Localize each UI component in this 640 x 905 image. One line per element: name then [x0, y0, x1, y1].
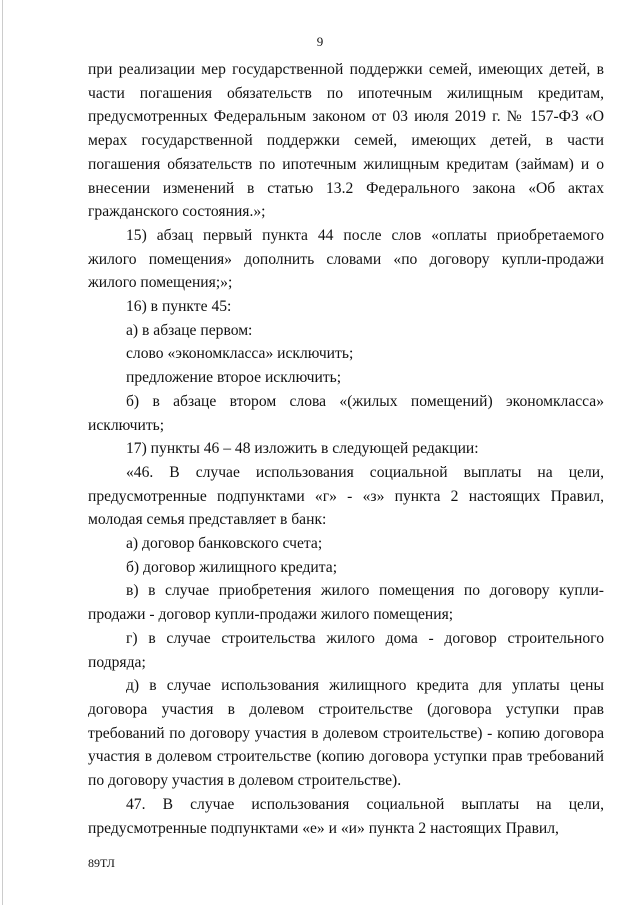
paragraph-subitem-a: а) в абзаце первом:: [126, 321, 253, 339]
paragraph-46-v: в) в случае приобретения жилого помещения по договору купли-продажи - договор купли-продажи жилого помещения;: [88, 582, 604, 624]
paragraph-subitem-b: б) в абзаце втором слова «(жилых помещений) экономкласса» исключить;: [88, 392, 604, 434]
paragraph-46-d: д) в случае использования жилищного кредита для уплаты цены договора участия в долевом строительстве (договора уступки прав требований по договору участия в долевом строительстве) - копию договора участия в долевом строительстве (копию договора уступки прав требований по договору участия в долевом строительстве).: [88, 677, 604, 790]
paragraph-46-b: б) договор жилищного кредита;: [126, 558, 338, 576]
paragraph-item-15: 15) абзац первый пункта 44 после слов «оплаты приобретаемого жилого помещения» дополнить словами «по договору купли-продажи жилого помещения;»;: [88, 226, 604, 292]
paragraph-item-16: 16) в пункте 45:: [126, 298, 232, 316]
page-number: 9: [316, 34, 324, 49]
paragraph-46-a: а) договор банковского счета;: [126, 535, 323, 553]
scan-edge-line: [2, 0, 3, 905]
paragraph-point-47: 47. В случае использования социальной выплаты на цели, предусмотренные подпунктами «е» и «и» пункта 2 настоящих Правил,: [88, 795, 604, 837]
paragraph-continuation: при реализации мер государственной поддержки семей, имеющих детей, в части погашения обязательств по ипотечным жилищным кредитам, предусмотренных Федеральным законом от 03 июля 2019 г. № 157-ФЗ «О мерах государственной поддержки семей, имеющих детей, в части погашения обязательств по ипотечным жилищным кредитам (займам) и о внесении изменений в статью 13.2 Федерального закона «Об актах гражданского состояния.»;: [88, 61, 604, 221]
document-code: 89ТЛ: [88, 856, 115, 870]
document-body: [88, 58, 604, 840]
paragraph-point-46: «46. В случае использования социальной выплаты на цели, предусмотренные подпунктами «г» - «з» пункта 2 настоящих Правил, молодая семья представляет в банк:: [88, 463, 604, 529]
paragraph-word-exclusion: слово «экономкласса» исключить;: [126, 345, 354, 363]
paragraph-sentence-exclusion: предложение второе исключить;: [126, 369, 342, 387]
paragraph-item-17: 17) пункты 46 – 48 изложить в следующей редакции:: [126, 440, 479, 458]
paragraph-46-g: г) в случае строительства жилого дома - договор строительного подряда;: [88, 629, 604, 671]
